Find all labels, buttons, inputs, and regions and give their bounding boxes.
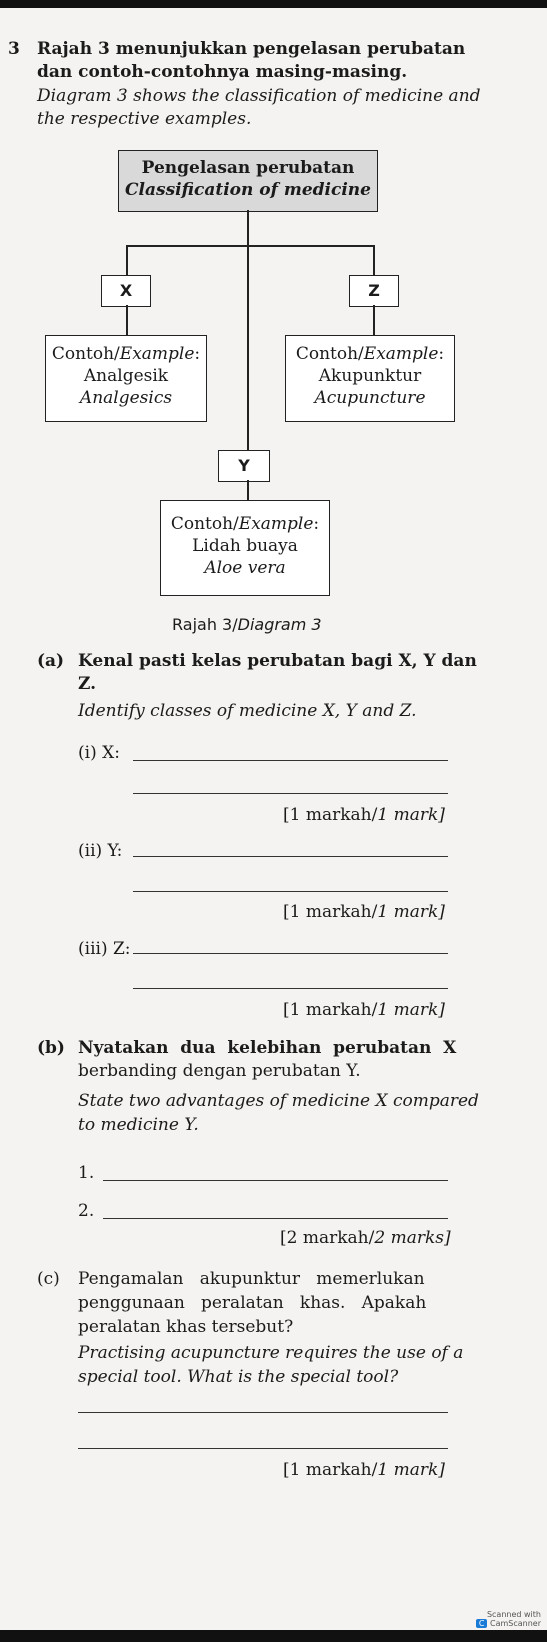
class-y-label: Y	[238, 456, 250, 475]
part-a-iii-label: (iii) Z:	[78, 939, 131, 959]
caption-en: Diagram 3	[237, 615, 322, 634]
mark-en: 1 mark]	[377, 1460, 445, 1480]
connector-x-example	[126, 305, 128, 335]
connector-y-example	[247, 480, 249, 500]
caption-ms: Rajah 3/	[172, 615, 238, 634]
mark-en: 1 mark]	[377, 1000, 445, 1020]
part-b-mark	[280, 1228, 451, 1248]
root-box	[118, 150, 378, 212]
camscanner-watermark	[476, 1610, 541, 1628]
root-label-ms: Pengelasan perubatan	[141, 158, 355, 178]
answer-line-a-ii-1[interactable]	[133, 856, 448, 857]
part-a-text-ms-line1: Kenal pasti kelas perubatan bagi X, Y dan	[78, 651, 477, 671]
part-a-text-en: Identify classes of medicine X, Y and Z.	[78, 701, 417, 721]
part-c-text-ms-line2: penggunaan peralatan khas. Apakah	[78, 1293, 427, 1313]
diagram-caption	[172, 615, 322, 634]
class-y-box	[218, 450, 270, 482]
part-c-mark	[283, 1460, 445, 1480]
top-dark-edge	[0, 0, 547, 8]
connector-z-example	[373, 305, 375, 335]
answer-line-b-2[interactable]	[103, 1218, 448, 1219]
mark-ms: [1 markah/	[283, 1460, 378, 1480]
part-a-i-label: (i) X:	[78, 743, 120, 763]
part-c-text-en-line1: Practising acupuncture requires the use of a	[78, 1343, 464, 1363]
mark-ms: [1 markah/	[283, 805, 378, 825]
x-example-box: Contoh/Example: Analgesik Analgesics	[45, 335, 207, 422]
mark-ms: [1 markah/	[283, 902, 378, 922]
intro-en-line1: Diagram 3 shows the classification of medicine and	[37, 86, 481, 106]
intro-en-line2: the respective examples.	[37, 109, 252, 129]
connector-to-z	[373, 245, 375, 275]
bottom-dark-edge	[0, 1630, 547, 1642]
part-c-text-en-line2: special tool. What is the special tool?	[78, 1367, 399, 1387]
part-a-ii-label: (ii) Y:	[78, 841, 123, 861]
part-b-item2-label: 2.	[78, 1201, 95, 1221]
y-example-head-ms: Contoh/	[170, 514, 239, 534]
answer-line-c-1[interactable]	[78, 1412, 448, 1413]
z-example-head-en: Example	[363, 344, 439, 364]
connector-root	[247, 210, 249, 246]
part-a-label: (a)	[37, 651, 65, 671]
part-c-label: (c)	[37, 1269, 60, 1289]
part-a-iii-mark	[283, 1000, 445, 1020]
z-example-en: Acupuncture	[314, 388, 426, 408]
part-b-text-ms-line1: Nyatakan dua kelebihan perubatan X	[78, 1038, 457, 1058]
y-example-ms: Lidah buaya	[192, 536, 298, 556]
z-example-ms: Akupunktur	[318, 366, 422, 386]
x-example-head-en: Example	[119, 344, 195, 364]
watermark-line1: Scanned with	[486, 1610, 541, 1619]
connector-horizontal	[126, 245, 374, 247]
intro-ms-line2: dan contoh-contohnya masing-masing.	[37, 62, 408, 82]
question-number: 3	[8, 39, 20, 59]
part-b-text-ms-line2: berbanding dengan perubatan Y.	[78, 1061, 361, 1081]
y-example-head-en: Example	[238, 514, 314, 534]
part-a-ii-mark	[283, 902, 445, 922]
z-example-box: Contoh/Example: Akupunktur Acupuncture	[285, 335, 455, 422]
root-label-en: Classification of medicine	[125, 180, 371, 200]
part-b-text-en-line1: State two advantages of medicine X compared	[78, 1091, 479, 1111]
mark-en: 1 mark]	[377, 805, 445, 825]
mark-ms: [2 markah/	[280, 1228, 375, 1248]
x-example-ms: Analgesik	[83, 366, 169, 386]
part-a-i-mark	[283, 805, 445, 825]
answer-line-a-i-1[interactable]	[133, 760, 448, 761]
answer-line-b-1[interactable]	[103, 1180, 448, 1181]
connector-to-x	[126, 245, 128, 275]
mark-ms: [1 markah/	[283, 1000, 378, 1020]
answer-line-a-i-2[interactable]	[133, 793, 448, 794]
part-b-label: (b)	[37, 1038, 65, 1058]
answer-line-c-2[interactable]	[78, 1448, 448, 1449]
class-x-box	[101, 275, 151, 307]
x-example-head-ms: Contoh/	[51, 344, 120, 364]
x-example-en: Analgesics	[79, 388, 173, 408]
y-example-box: Contoh/Example: Lidah buaya Aloe vera	[160, 500, 330, 596]
class-x-label: X	[119, 281, 133, 300]
mark-en: 1 mark]	[377, 902, 445, 922]
part-c-text-ms-line1: Pengamalan akupunktur memerlukan	[78, 1269, 425, 1289]
mark-en: 2 marks]	[374, 1228, 451, 1248]
intro-ms-line1: Rajah 3 menunjukkan pengelasan perubatan	[37, 39, 466, 59]
answer-line-a-ii-2[interactable]	[133, 891, 448, 892]
connector-to-y	[247, 245, 249, 450]
y-example-en: Aloe vera	[204, 558, 286, 578]
watermark-app: CamScanner	[489, 1619, 541, 1628]
class-z-label: Z	[368, 281, 380, 300]
part-c-text-ms-line3: peralatan khas tersebut?	[78, 1317, 294, 1337]
answer-line-a-iii-1[interactable]	[133, 953, 448, 954]
part-b-text-en-line2: to medicine Y.	[78, 1115, 199, 1135]
part-b-item1-label: 1.	[78, 1163, 95, 1183]
camscanner-logo-icon: C	[476, 1619, 488, 1628]
answer-line-a-iii-2[interactable]	[133, 988, 448, 989]
part-a-text-ms-line2: Z.	[78, 674, 97, 694]
z-example-head-ms: Contoh/	[295, 344, 364, 364]
class-z-box	[349, 275, 399, 307]
